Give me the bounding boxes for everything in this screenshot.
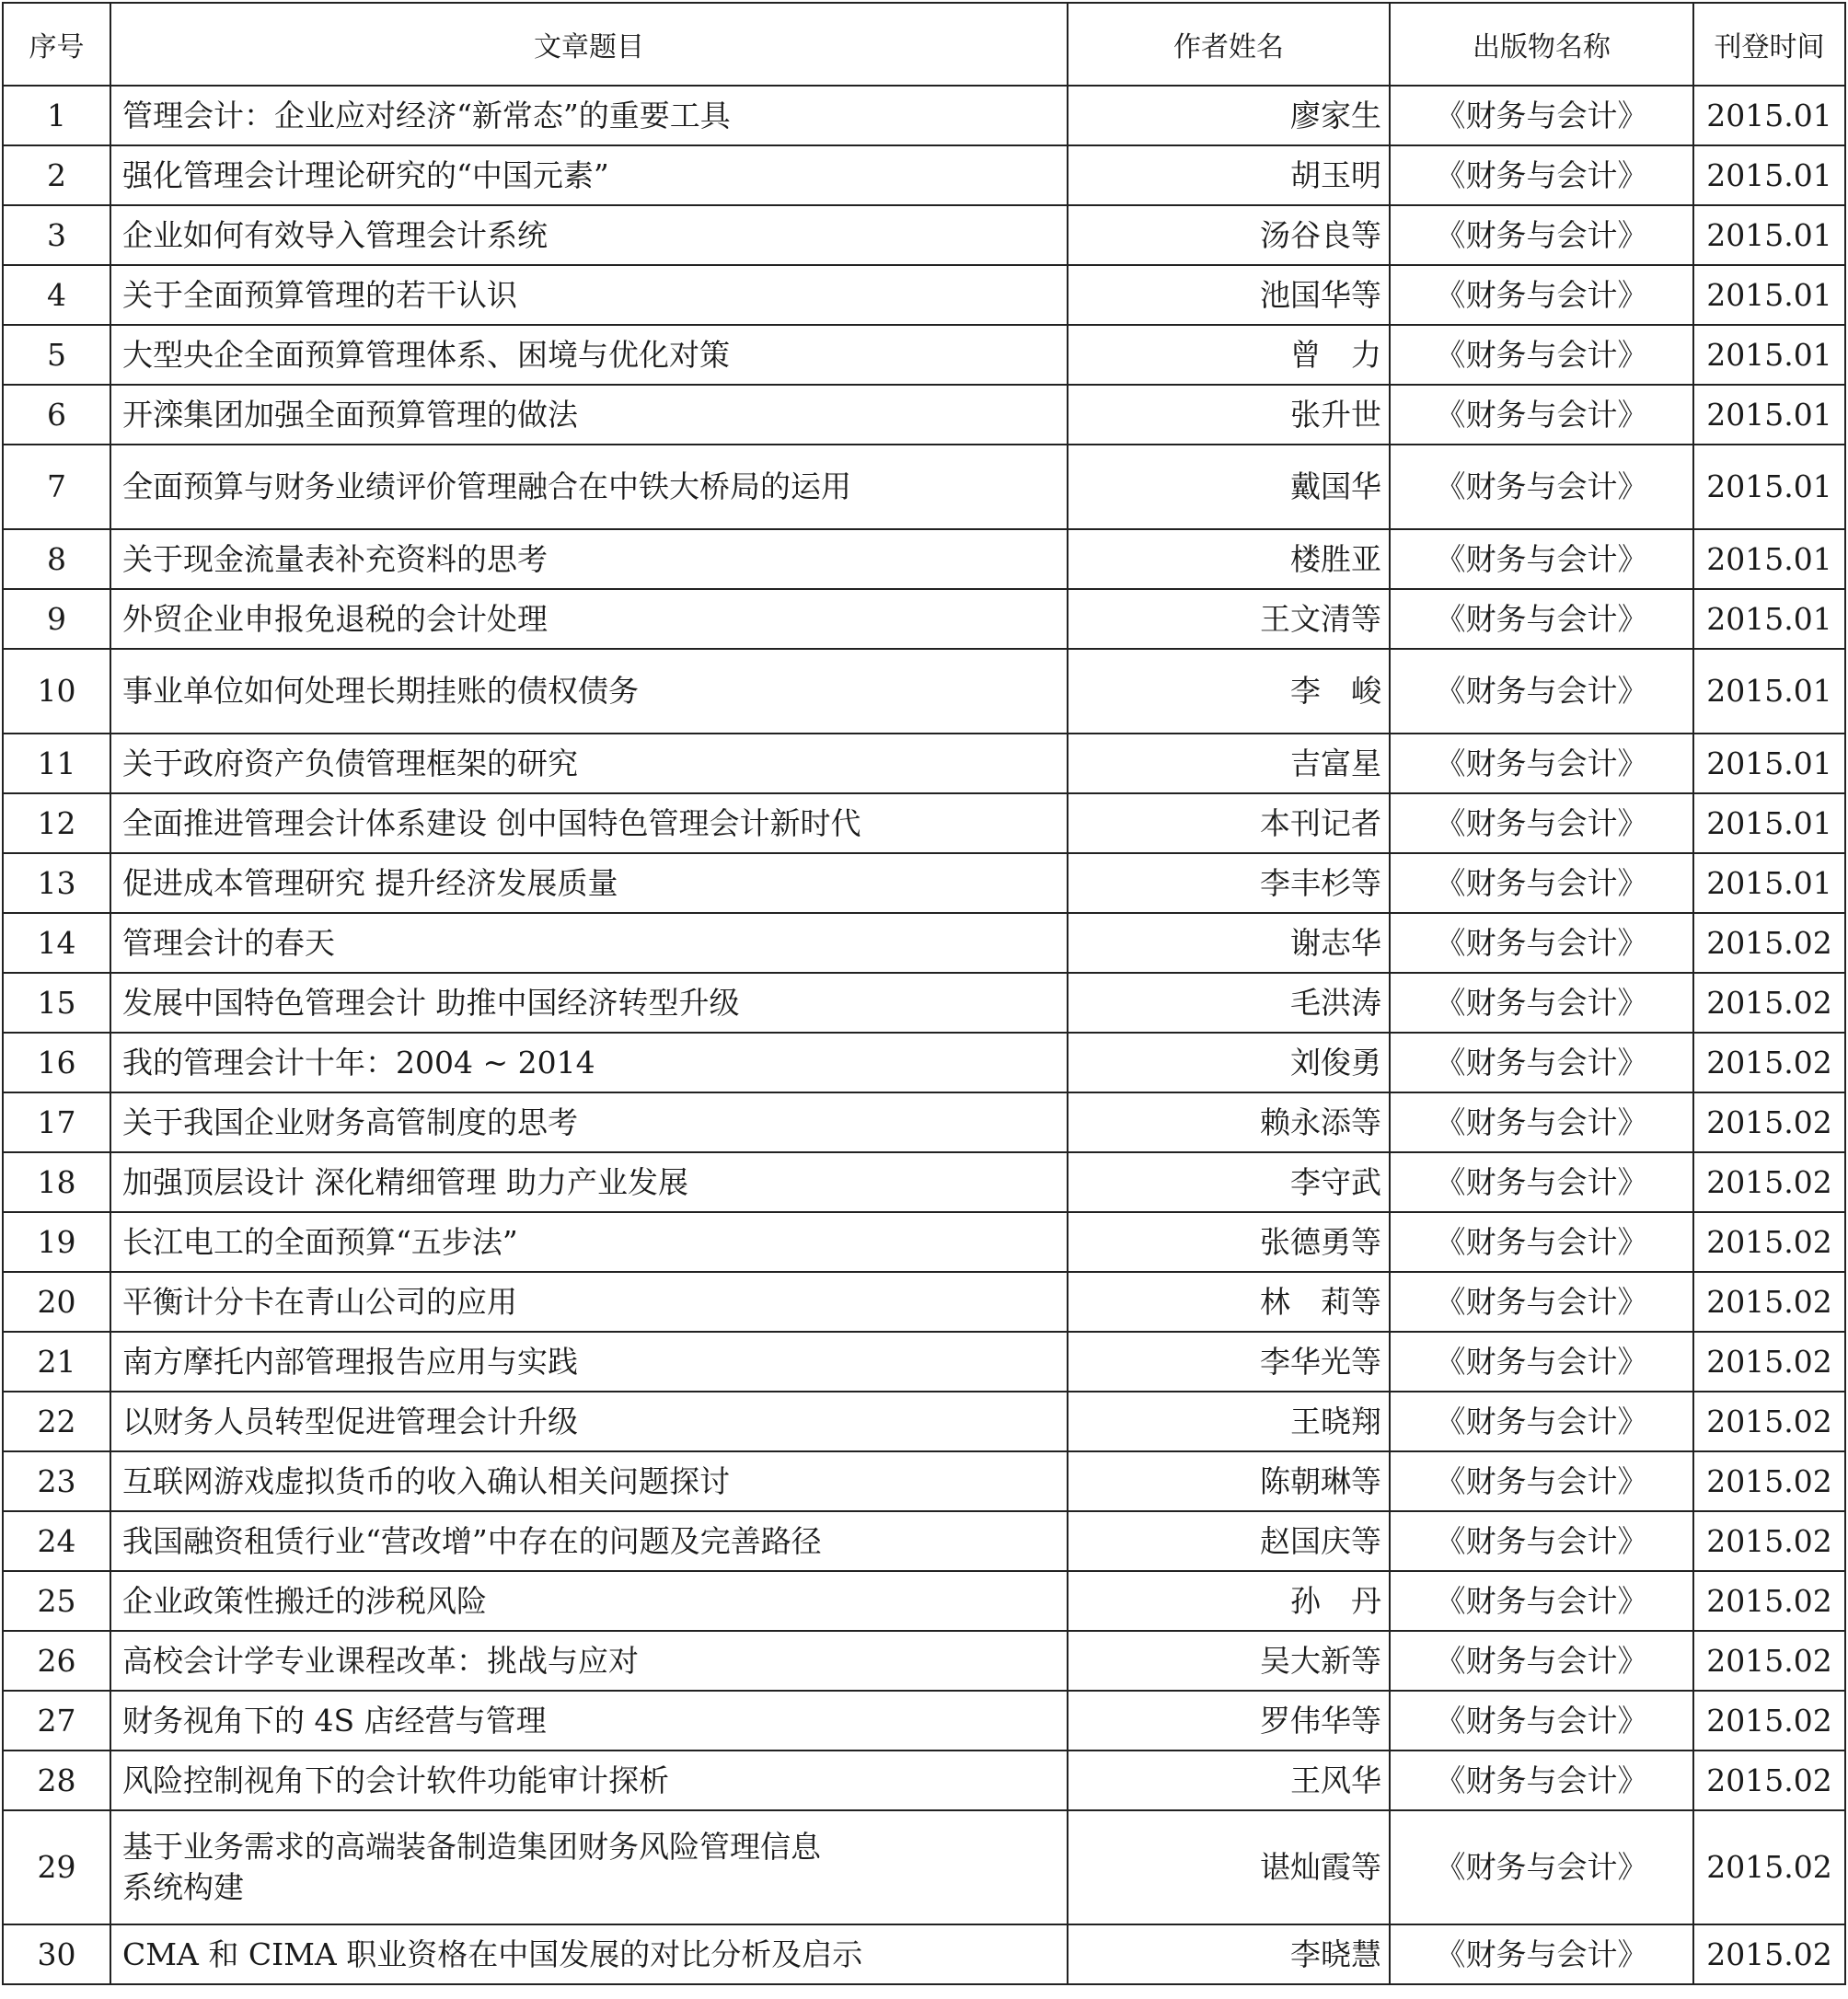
cell-date: 2015.02: [1693, 1571, 1845, 1631]
cell-author: 张德勇等: [1068, 1212, 1390, 1272]
header-publication: 出版物名称: [1390, 3, 1693, 86]
cell-title: 企业如何有效导入管理会计系统: [110, 205, 1068, 265]
cell-title: 管理会计：企业应对经济“新常态”的重要工具: [110, 86, 1068, 145]
cell-no: 22: [3, 1392, 110, 1451]
cell-author: 赵国庆等: [1068, 1511, 1390, 1571]
cell-author: 胡玉明: [1068, 145, 1390, 205]
cell-no: 5: [3, 325, 110, 385]
cell-publication: 《财务与会计》: [1390, 793, 1693, 853]
cell-title: 关于政府资产负债管理框架的研究: [110, 734, 1068, 793]
table-row: [3, 1631, 1845, 1691]
cell-title: 我的管理会计十年：2004 ~ 2014: [110, 1033, 1068, 1092]
cell-title: [110, 1810, 1068, 1924]
cell-publication: 《财务与会计》: [1390, 853, 1693, 913]
cell-no: 24: [3, 1511, 110, 1571]
cell-title: 外贸企业申报免退税的会计处理: [110, 589, 1068, 649]
cell-no: 16: [3, 1033, 110, 1092]
cell-author: 李华光等: [1068, 1332, 1390, 1392]
cell-title: 开滦集团加强全面预算管理的做法: [110, 385, 1068, 445]
cell-date: 2015.02: [1693, 1152, 1845, 1212]
cell-author: 王风华: [1068, 1751, 1390, 1810]
table-row: [3, 913, 1845, 973]
header-author: 作者姓名: [1068, 3, 1390, 86]
table-row: [3, 265, 1845, 325]
cell-no: 13: [3, 853, 110, 913]
header-title: 文章题目: [110, 3, 1068, 86]
cell-publication: 《财务与会计》: [1390, 1392, 1693, 1451]
cell-date: 2015.01: [1693, 265, 1845, 325]
article-table: [2, 2, 1846, 1985]
cell-publication: 《财务与会计》: [1390, 1691, 1693, 1751]
cell-author: 王文清等: [1068, 589, 1390, 649]
cell-publication: 《财务与会计》: [1390, 1272, 1693, 1332]
cell-author: 李晓慧: [1068, 1924, 1390, 1984]
cell-publication: 《财务与会计》: [1390, 1571, 1693, 1631]
cell-author: 池国华等: [1068, 265, 1390, 325]
table-row: [3, 1751, 1845, 1810]
cell-date: 2015.01: [1693, 793, 1845, 853]
cell-publication: 《财务与会计》: [1390, 1033, 1693, 1092]
cell-no: 9: [3, 589, 110, 649]
cell-publication: 《财务与会计》: [1390, 1212, 1693, 1272]
table-row: [3, 86, 1845, 145]
cell-publication: 《财务与会计》: [1390, 734, 1693, 793]
cell-date: 2015.02: [1693, 1332, 1845, 1392]
cell-title: 管理会计的春天: [110, 913, 1068, 973]
table-row: [3, 1033, 1845, 1092]
cell-publication: 《财务与会计》: [1390, 325, 1693, 385]
cell-title: 大型央企全面预算管理体系、困境与优化对策: [110, 325, 1068, 385]
cell-title: 强化管理会计理论研究的“中国元素”: [110, 145, 1068, 205]
cell-title: 关于我国企业财务高管制度的思考: [110, 1092, 1068, 1152]
cell-author: 陈朝琳等: [1068, 1451, 1390, 1511]
cell-title: 促进成本管理研究 提升经济发展质量: [110, 853, 1068, 913]
cell-publication: 《财务与会计》: [1390, 529, 1693, 589]
table-header-row: [3, 3, 1845, 86]
cell-no: 23: [3, 1451, 110, 1511]
table-row: [3, 649, 1845, 734]
table-row: [3, 1810, 1845, 1924]
cell-author: 赖永添等: [1068, 1092, 1390, 1152]
cell-date: 2015.02: [1693, 973, 1845, 1033]
cell-publication: 《财务与会计》: [1390, 205, 1693, 265]
cell-title: 南方摩托内部管理报告应用与实践: [110, 1332, 1068, 1392]
cell-date: 2015.02: [1693, 1451, 1845, 1511]
cell-date: 2015.02: [1693, 1511, 1845, 1571]
cell-title: 企业政策性搬迁的涉税风险: [110, 1571, 1068, 1631]
cell-date: 2015.01: [1693, 385, 1845, 445]
cell-publication: 《财务与会计》: [1390, 1332, 1693, 1392]
cell-author: 李守武: [1068, 1152, 1390, 1212]
table-row: [3, 973, 1845, 1033]
cell-no: 10: [3, 649, 110, 734]
cell-publication: 《财务与会计》: [1390, 265, 1693, 325]
header-no: 序号: [3, 3, 110, 86]
cell-no: 3: [3, 205, 110, 265]
cell-publication: 《财务与会计》: [1390, 1451, 1693, 1511]
cell-date: 2015.02: [1693, 1924, 1845, 1984]
cell-author: 吉富星: [1068, 734, 1390, 793]
cell-author: 毛洪涛: [1068, 973, 1390, 1033]
cell-no: 19: [3, 1212, 110, 1272]
cell-date: 2015.01: [1693, 86, 1845, 145]
cell-no: 12: [3, 793, 110, 853]
cell-publication: 《财务与会计》: [1390, 1511, 1693, 1571]
cell-title: 全面推进管理会计体系建设 创中国特色管理会计新时代: [110, 793, 1068, 853]
cell-date: 2015.01: [1693, 853, 1845, 913]
cell-title: 我国融资租赁行业“营改增”中存在的问题及完善路径: [110, 1511, 1068, 1571]
table-row: [3, 1212, 1845, 1272]
cell-publication: 《财务与会计》: [1390, 1924, 1693, 1984]
cell-date: 2015.02: [1693, 1631, 1845, 1691]
table-row: [3, 1332, 1845, 1392]
cell-date: 2015.01: [1693, 529, 1845, 589]
cell-date: 2015.01: [1693, 145, 1845, 205]
cell-no: 21: [3, 1332, 110, 1392]
cell-publication: 《财务与会计》: [1390, 973, 1693, 1033]
cell-no: 2: [3, 145, 110, 205]
cell-no: 6: [3, 385, 110, 445]
table-row: [3, 445, 1845, 529]
cell-date: 2015.01: [1693, 649, 1845, 734]
cell-author: 曾 力: [1068, 325, 1390, 385]
cell-author: 孙 丹: [1068, 1571, 1390, 1631]
cell-date: 2015.02: [1693, 1272, 1845, 1332]
cell-no: 15: [3, 973, 110, 1033]
cell-title: 关于现金流量表补充资料的思考: [110, 529, 1068, 589]
cell-no: 26: [3, 1631, 110, 1691]
cell-author: 李丰杉等: [1068, 853, 1390, 913]
cell-author: 吴大新等: [1068, 1631, 1390, 1691]
cell-title: 发展中国特色管理会计 助推中国经济转型升级: [110, 973, 1068, 1033]
cell-title: 财务视角下的 4S 店经营与管理: [110, 1691, 1068, 1751]
cell-no: 4: [3, 265, 110, 325]
cell-title: 关于全面预算管理的若干认识: [110, 265, 1068, 325]
table-row: [3, 385, 1845, 445]
cell-no: 1: [3, 86, 110, 145]
cell-publication: 《财务与会计》: [1390, 1152, 1693, 1212]
table-row: [3, 205, 1845, 265]
cell-author: 戴国华: [1068, 445, 1390, 529]
cell-date: 2015.02: [1693, 1033, 1845, 1092]
cell-author: 刘俊勇: [1068, 1033, 1390, 1092]
cell-author: 本刊记者: [1068, 793, 1390, 853]
cell-title: 高校会计学专业课程改革：挑战与应对: [110, 1631, 1068, 1691]
table-row: [3, 325, 1845, 385]
cell-author: 谌灿霞等: [1068, 1810, 1390, 1924]
cell-date: 2015.02: [1693, 1092, 1845, 1152]
cell-no: 11: [3, 734, 110, 793]
cell-title: CMA 和 CIMA 职业资格在中国发展的对比分析及启示: [110, 1924, 1068, 1984]
cell-title: 事业单位如何处理长期挂账的债权债务: [110, 649, 1068, 734]
table-row: [3, 1511, 1845, 1571]
cell-no: 14: [3, 913, 110, 973]
cell-publication: 《财务与会计》: [1390, 1751, 1693, 1810]
table-row: [3, 853, 1845, 913]
cell-publication: 《财务与会计》: [1390, 145, 1693, 205]
table-row: [3, 1392, 1845, 1451]
table-row: [3, 589, 1845, 649]
cell-publication: 《财务与会计》: [1390, 445, 1693, 529]
cell-publication: 《财务与会计》: [1390, 385, 1693, 445]
cell-publication: 《财务与会计》: [1390, 913, 1693, 973]
cell-author: 李 峻: [1068, 649, 1390, 734]
article-table-container: [2, 2, 1844, 1985]
cell-author: 林 莉等: [1068, 1272, 1390, 1332]
cell-no: 17: [3, 1092, 110, 1152]
cell-date: 2015.02: [1693, 1392, 1845, 1451]
cell-author: 张升世: [1068, 385, 1390, 445]
cell-no: 27: [3, 1691, 110, 1751]
cell-date: 2015.02: [1693, 913, 1845, 973]
cell-author: 谢志华: [1068, 913, 1390, 973]
cell-publication: 《财务与会计》: [1390, 649, 1693, 734]
cell-date: 2015.02: [1693, 1212, 1845, 1272]
cell-no: 28: [3, 1751, 110, 1810]
table-row: [3, 793, 1845, 853]
cell-title: 平衡计分卡在青山公司的应用: [110, 1272, 1068, 1332]
cell-date: 2015.01: [1693, 734, 1845, 793]
cell-date: 2015.01: [1693, 325, 1845, 385]
cell-date: 2015.02: [1693, 1691, 1845, 1751]
cell-no: 25: [3, 1571, 110, 1631]
cell-title: 加强顶层设计 深化精细管理 助力产业发展: [110, 1152, 1068, 1212]
cell-date: 2015.01: [1693, 589, 1845, 649]
table-row: [3, 1152, 1845, 1212]
cell-title: 长江电工的全面预算“五步法”: [110, 1212, 1068, 1272]
table-row: [3, 145, 1845, 205]
cell-no: 29: [3, 1810, 110, 1924]
cell-date: 2015.02: [1693, 1751, 1845, 1810]
table-row: [3, 1571, 1845, 1631]
cell-publication: 《财务与会计》: [1390, 1810, 1693, 1924]
cell-title: 风险控制视角下的会计软件功能审计探析: [110, 1751, 1068, 1810]
table-row: [3, 529, 1845, 589]
cell-publication: 《财务与会计》: [1390, 1092, 1693, 1152]
cell-date: 2015.01: [1693, 205, 1845, 265]
cell-no: 8: [3, 529, 110, 589]
cell-no: 7: [3, 445, 110, 529]
table-row: [3, 1092, 1845, 1152]
cell-date: 2015.01: [1693, 445, 1845, 529]
cell-no: 30: [3, 1924, 110, 1984]
cell-title-line: 系统构建: [122, 1869, 244, 1905]
table-row: [3, 1924, 1845, 1984]
cell-title: 以财务人员转型促进管理会计升级: [110, 1392, 1068, 1451]
cell-publication: 《财务与会计》: [1390, 86, 1693, 145]
cell-author: 汤谷良等: [1068, 205, 1390, 265]
cell-author: 罗伟华等: [1068, 1691, 1390, 1751]
table-row: [3, 1272, 1845, 1332]
cell-no: 20: [3, 1272, 110, 1332]
cell-date: 2015.02: [1693, 1810, 1845, 1924]
cell-title: 互联网游戏虚拟货币的收入确认相关问题探讨: [110, 1451, 1068, 1511]
cell-author: 王晓翔: [1068, 1392, 1390, 1451]
header-date: 刊登时间: [1693, 3, 1845, 86]
cell-no: 18: [3, 1152, 110, 1212]
cell-publication: 《财务与会计》: [1390, 589, 1693, 649]
cell-title: 全面预算与财务业绩评价管理融合在中铁大桥局的运用: [110, 445, 1068, 529]
cell-publication: 《财务与会计》: [1390, 1631, 1693, 1691]
table-row: [3, 1691, 1845, 1751]
cell-author: 楼胜亚: [1068, 529, 1390, 589]
cell-title-line: 基于业务需求的高端装备制造集团财务风险管理信息: [122, 1829, 821, 1865]
cell-author: 廖家生: [1068, 86, 1390, 145]
table-row: [3, 1451, 1845, 1511]
table-row: [3, 734, 1845, 793]
